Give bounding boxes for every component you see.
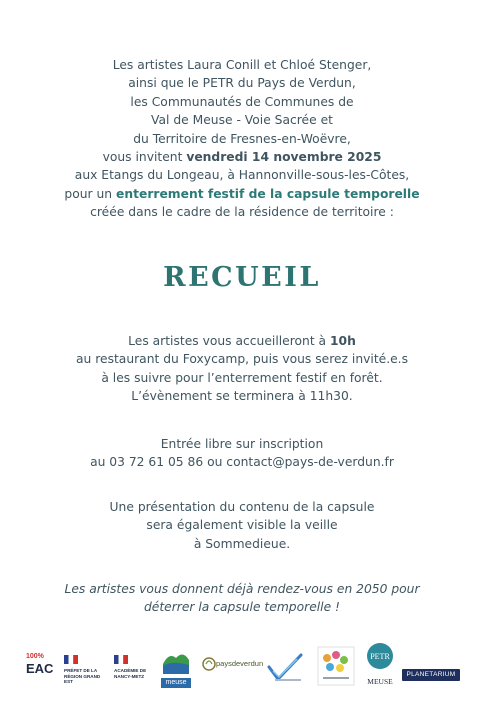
colorful-cluster-icon	[317, 646, 355, 686]
text-fragment: vous invitent	[102, 150, 187, 165]
text-line	[0, 111, 484, 129]
text-fragment: à les suivre pour l’enterrement festif en forêt.	[101, 370, 383, 385]
presentation-paragraph	[0, 498, 484, 553]
territoire-fresnes-logo	[317, 646, 355, 686]
text-fragment: du Territoire de Fresnes-en-Woëvre,	[133, 131, 351, 146]
text-line	[0, 185, 484, 203]
text-fragment: déterrer la capsule temporelle !	[143, 600, 340, 615]
eac-letters: EAC	[26, 661, 54, 676]
text-line	[0, 166, 484, 184]
republique-flag-icon	[64, 655, 78, 664]
petr-emblem-label: PETR	[370, 652, 390, 661]
text-line	[0, 369, 484, 387]
schedule-paragraph	[0, 332, 484, 406]
text-line	[0, 453, 484, 471]
text-line	[0, 203, 484, 221]
partner-logos-strip	[0, 636, 484, 692]
text-fragment: les Communautés de Communes de	[130, 94, 354, 109]
text-fragment: à Sommedieue.	[193, 536, 291, 551]
text-line	[0, 130, 484, 148]
text-line	[0, 332, 484, 350]
text-fragment: au 03 72 61 05 86 ou contact@pays-de-verdun.fr	[90, 455, 394, 470]
text-fragment: au restaurant du Foxycamp, puis vous serez invité.e.s	[75, 352, 408, 367]
pays-de-verdun-emblem-icon	[202, 654, 216, 674]
planetarium-label: PLANETARIUM	[406, 671, 456, 678]
text-fragment: aux Etangs du Longeau, à Hannonville-sous-les-Côtes,	[74, 168, 410, 183]
text-fragment: Val de Meuse - Voie Sacrée et	[151, 113, 333, 128]
academie-nancy-metz-logo	[114, 649, 158, 687]
meuse-departement-logo	[364, 641, 396, 689]
text-line	[0, 350, 484, 368]
text-fragment: L’évènement se terminera à 11h30.	[131, 389, 353, 404]
closing-message	[0, 580, 484, 617]
text-fragment: Entrée libre sur inscription	[160, 437, 324, 451]
emphasized-text: 10h	[330, 334, 356, 348]
registration-paragraph	[0, 435, 484, 472]
text-line	[0, 516, 484, 534]
text-line	[0, 580, 484, 598]
text-line	[0, 93, 484, 111]
emphasized-text: enterrement festif de la capsule temporelle	[116, 186, 420, 201]
text-fragment: créée dans le cadre de la résidence de territoire :	[90, 205, 394, 220]
meuse-departement-label: MEUSE	[367, 677, 393, 686]
pays-de-verdun-logo	[202, 654, 264, 682]
event-title: RECUEIL	[163, 262, 321, 293]
prefet-grand-est-logo	[64, 649, 108, 687]
eac-percent: 100%	[26, 653, 44, 660]
meuse-region-logo	[161, 646, 191, 686]
text-line	[0, 498, 484, 516]
text-line	[0, 387, 484, 405]
eac-logo	[26, 653, 54, 683]
meuse-badge-label: meuse	[161, 678, 191, 688]
text-fragment: Les artistes vous donnent déjà rendez-vous en 2050 pour	[64, 582, 420, 596]
text-fragment: Une présentation du contenu de la capsule	[109, 500, 375, 514]
text-line	[0, 74, 484, 92]
text-line	[0, 148, 484, 166]
petr-emblem-icon	[364, 641, 396, 671]
text-fragment: Les artistes Laura Conill et Chloé Stenger,	[112, 58, 372, 72]
text-line	[0, 56, 484, 74]
academie-label: ACADÉMIE DE NANCY-METZ	[114, 668, 147, 679]
text-line	[0, 598, 484, 616]
text-fragment: sera également visible la veille	[146, 518, 338, 533]
prefet-label: PRÉFET DE LA RÉGION GRAND EST	[64, 668, 101, 685]
meuse-landscape-icon	[161, 646, 191, 674]
pays-de-verdun-label: paysdeverdun	[216, 659, 264, 668]
emphasized-text: vendredi 14 novembre 2025	[186, 150, 382, 165]
republique-flag-icon	[114, 655, 128, 664]
intro-paragraph	[0, 56, 484, 222]
text-fragment: pour un	[64, 186, 117, 201]
text-line	[0, 435, 484, 453]
text-line	[0, 535, 484, 553]
planetarium-logo	[402, 669, 460, 681]
communaute-communes-logo	[265, 651, 305, 685]
checkmark-swoosh-icon	[265, 651, 305, 685]
text-fragment: Les artistes vous accueilleront à	[128, 334, 330, 348]
text-fragment: ainsi que le PETR du Pays de Verdun,	[128, 76, 356, 91]
